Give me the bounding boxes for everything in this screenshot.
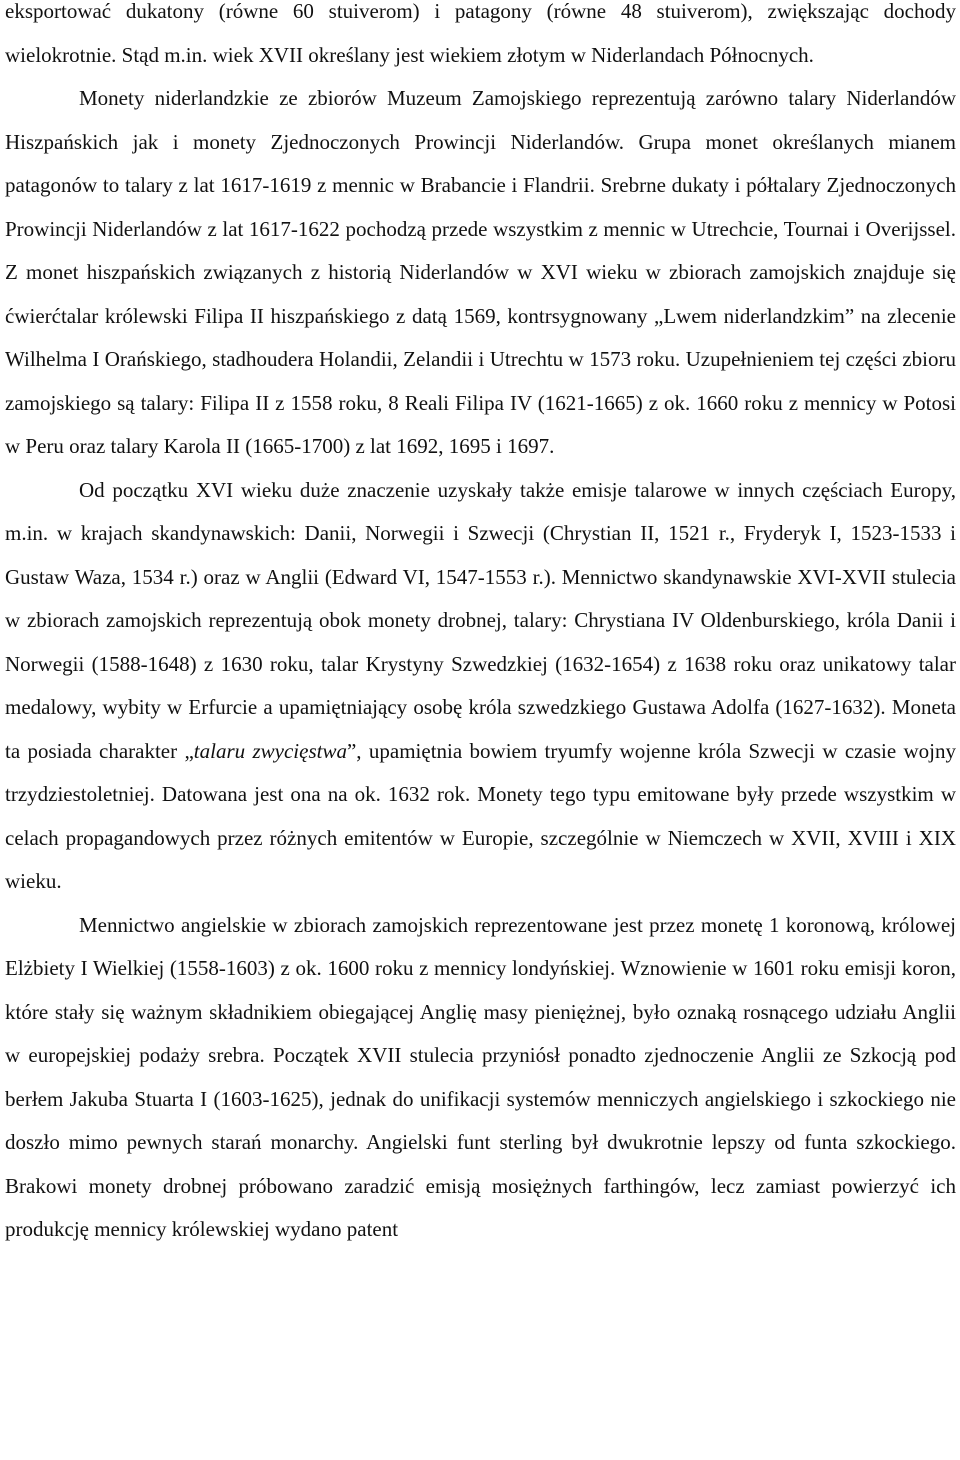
paragraph-4 [5,904,956,1252]
paragraph-1 [5,0,956,77]
paragraph-3-italic-phrase: talaru zwycięstwa [193,738,347,763]
paragraph-1-text: eksportować dukatony (równe 60 stuiverom) i patagony (równe 48 stuiverom), zwiększając dochody wielokrotnie. Stąd m.in. wiek XVII określany jest wiekiem złotym w Niderlandach Północnych. [5,0,956,67]
paragraph-4-text: Mennictwo angielskie w zbiorach zamojskich reprezentowane jest przez monetę 1 koronową, królowej Elżbiety I Wielkiej (1558-1603) z ok. 1600 roku z mennicy londyńskiej. Wznowienie w 1601 roku emisji koron, które stały się ważnym składnikiem obiegającej Anglię masy pieniężnej, było oznaką rosnącego udziału Anglii w europejskiej podaży srebra. Początek XVII stulecia przyniósł ponadto zjednoczenie Anglii ze Szkocją pod berłem Jakuba Stuarta I (1603-1625), jednak do unifikacji systemów menniczych angielskiego i szkockiego nie doszło mimo pewnych starań monarchy. Angielski funt sterling był dwukrotnie lepszy od funta szkockiego. Brakowi monety drobnej próbowano zaradzić emisją mosiężnych farthingów, lecz zamiast powierzyć ich produkcję mennicy królewskiej wydano patent [5,912,956,1241]
paragraph-3 [5,469,956,904]
paragraph-2-text: Monety niderlandzkie ze zbiorów Muzeum Zamojskiego reprezentują zarówno talary Niderlandów Hiszpańskich jak i monety Zjednoczonych Prowincji Niderlandów. Grupa monet określanych mianem patagonów to talary z lat 1617-1619 z mennic w Brabancie i Flandrii. Srebrne dukaty i półtalary Zjednoczonych Prowincji Niderlandów z lat 1617-1622 pochodzą przede wszystkim z mennic w Utrechcie, Tournai i Overijssel. Z monet hiszpańskich związanych z historią Niderlandów w XVI wieku w zbiorach zamojskich znajduje się ćwierćtalar królewski Filipa II hiszpańskiego z datą 1569, kontrsygnowany „Lwem niderlandzkim” na zlecenie Wilhelma I Orańskiego, stadhoudera Holandii, Zelandii i Utrechtu w 1573 roku. Uzupełnieniem tej części zbioru zamojskiego są talary: Filipa II z 1558 roku, 8 Reali Filipa IV (1621-1665) z ok. 1660 roku z mennicy w Potosi w Peru oraz talary Karola II (1665-1700) z lat 1692, 1695 i 1697. [5,86,956,458]
paragraph-3-text-b: ”, upamiętnia bowiem tryumfy wojenne króla Szwecji w czasie wojny trzydziestoletniej. Datowana jest ona na ok. 1632 rok. Monety tego typu emitowane były przede wszystkim w celach propagandowych przez różnych emitentów w Europie, szczególnie w Niemczech w XVII, XVIII i XIX wieku. [5,738,956,893]
paragraph-3-text-a: Od początku XVI wieku duże znaczenie uzyskały także emisje talarowe w innych częściach Europy, m.in. w krajach skandynawskich: Danii, Norwegii i Szwecji (Chrystian II, 1521 r., Fryderyk I, 1523-1533 i Gustaw Waza, 1534 r.) oraz w Anglii (Edward VI, 1547-1553 r.). Mennictwo skandynawskie XVI-XVII stulecia w zbiorach zamojskich reprezentują obok monety drobnej, talary: Chrystiana IV Oldenburskiego, króla Danii i Norwegii (1588-1648) z 1630 roku, talar Krystyny Szwedzkiej (1632-1654) z 1638 roku oraz unikatowy talar medalowy, wybity w Erfurcie a upamiętniający osobę króla szwedzkiego Gustawa Adolfa (1627-1632). Moneta ta posiada charakter „ [5,477,956,763]
paragraph-2 [5,77,956,469]
